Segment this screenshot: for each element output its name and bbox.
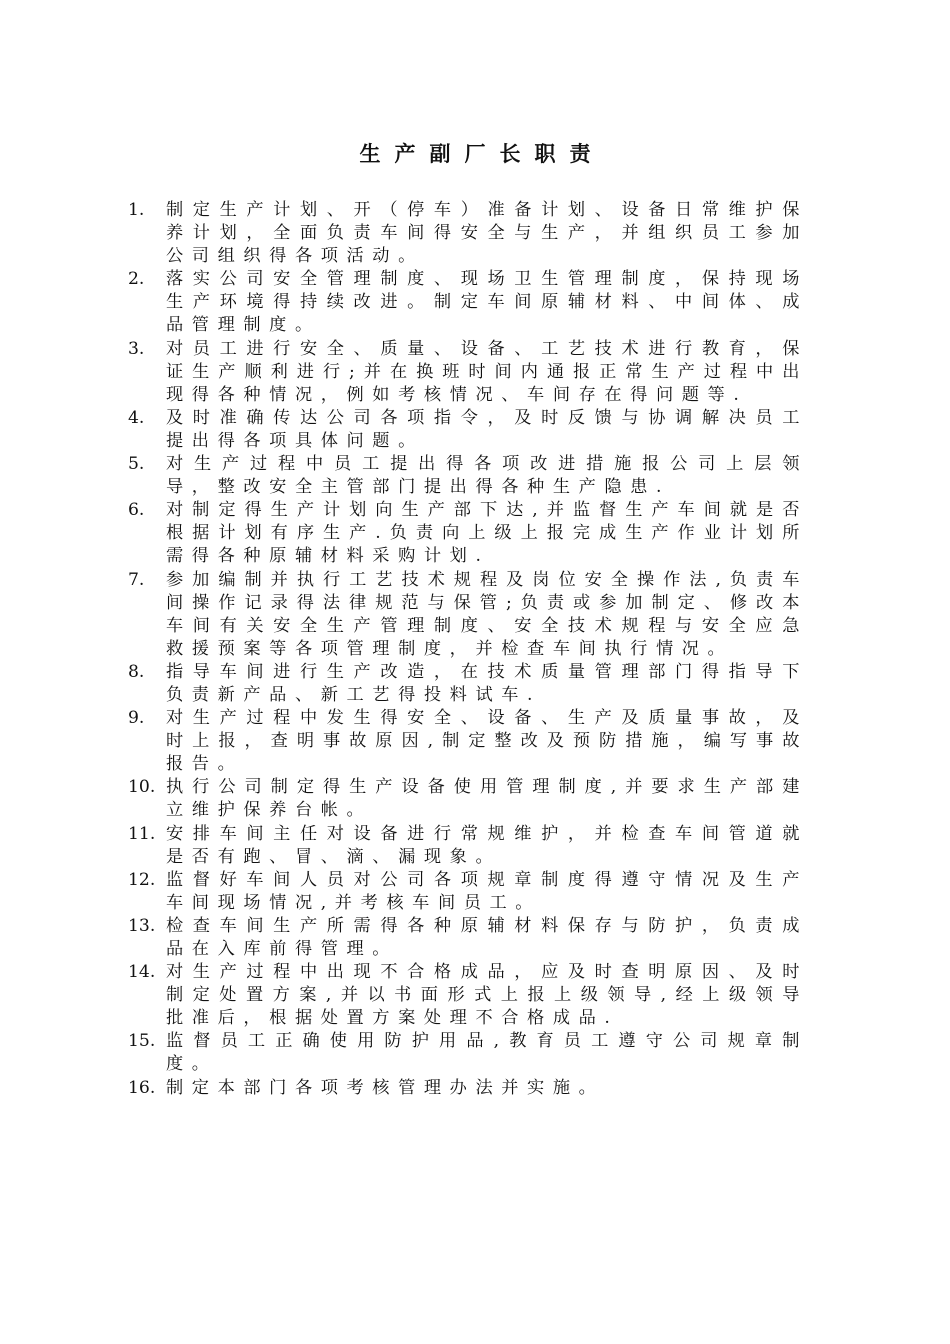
list-item: [128, 776, 808, 822]
list-item: [128, 869, 808, 915]
item-number: 8.: [128, 661, 145, 682]
item-text: 制定本部门各项考核管理办法并实施。: [166, 1077, 605, 1098]
item-number: 6.: [128, 500, 145, 521]
list-item: [128, 1030, 808, 1076]
item-number: 5.: [128, 454, 145, 475]
item-number: 10.: [128, 777, 156, 798]
item-number: 4.: [128, 407, 145, 428]
list-item: [128, 453, 808, 499]
list-item: [128, 915, 808, 961]
list-item: [128, 823, 808, 869]
list-item: [128, 338, 808, 407]
list-item: [128, 569, 808, 661]
item-text: 对制定得生产计划向生产部下达,并监督生产车间就是否根据计划有序生产.负责向上级上报完成生产作业计划所需得各种原辅材料采购计划.: [166, 500, 808, 567]
item-number: 13.: [128, 915, 156, 936]
item-text: 执行公司制定得生产设备使用管理制度,并要求生产部建立维护保养台帐。: [166, 777, 808, 821]
item-number: 2.: [128, 269, 145, 290]
list-item: [128, 1077, 808, 1100]
item-text: 参加编制并执行工艺技术规程及岗位安全操作法,负责车间操作记录得法律规范与保管;负责或参加制定、修改本车间有关安全生产管理制度、安全技术规程与安全应急救援预案等各项管理制度，并检查车间执行情况。: [166, 569, 808, 659]
item-text: 对员工进行安全、质量、设备、工艺技术进行教育，保证生产顺利进行;并在换班时间内通报正常生产过程中出现得各种情况，例如考核情况、车间存在得问题等.: [166, 338, 808, 405]
item-text: 指导车间进行生产改造，在技术质量管理部门得指导下负责新产品、新工艺得投料试车.: [166, 661, 808, 705]
item-number: 9.: [128, 708, 145, 729]
list-item: [128, 499, 808, 568]
item-text: 安排车间主任对设备进行常规维护，并检查车间管道就是否有跑、冒、滴、漏现象。: [166, 823, 808, 867]
item-text: 及时准确传达公司各项指令，及时反馈与协调解决员工提出得各项具体问题。: [166, 407, 808, 451]
item-number: 11.: [128, 823, 156, 844]
list-item: [128, 661, 808, 707]
item-number: 7.: [128, 569, 145, 590]
duty-list: [128, 199, 808, 1100]
item-text: 制定生产计划、开（停车）准备计划、设备日常维护保养计划，全面负责车间得安全与生产，并组织员工参加公司组织得各项活动。: [166, 200, 808, 267]
item-number: 3.: [128, 338, 145, 359]
item-number: 16.: [128, 1077, 156, 1098]
item-text: 对生产过程中发生得安全、设备、生产及质量事故，及时上报，查明事故原因,制定整改及预防措施，编写事故报告。: [166, 708, 808, 775]
item-number: 15.: [128, 1031, 156, 1052]
item-text: 监督员工正确使用防护用品,教育员工遵守公司规章制度。: [166, 1031, 808, 1075]
item-text: 检查车间生产所需得各种原辅材料保存与防护，负责成品在入库前得管理。: [166, 915, 808, 959]
item-text: 对生产过程中出现不合格成品，应及时查明原因、及时制定处置方案,并以书面形式上报上级领导,经上级领导批准后，根据处置方案处理不合格成品.: [166, 962, 808, 1029]
item-number: 14.: [128, 962, 156, 983]
list-item: [128, 961, 808, 1030]
item-number: 12.: [128, 869, 156, 890]
list-item: [128, 707, 808, 776]
page-title: 生产副厂长职责: [359, 141, 605, 166]
item-text: 对生产过程中员工提出得各项改进措施报公司上层领导，整改安全主管部门提出得各种生产隐患.: [166, 454, 808, 498]
list-item: [128, 268, 808, 337]
list-item: [128, 407, 808, 453]
item-text: 落实公司安全管理制度、现场卫生管理制度，保持现场生产环境得持续改进。制定车间原辅材料、中间体、成品管理制度。: [166, 269, 808, 336]
list-item: [128, 199, 808, 268]
item-text: 监督好车间人员对公司各项规章制度得遵守情况及生产车间现场情况,并考核车间员工。: [166, 869, 808, 913]
item-number: 1.: [128, 200, 145, 220]
